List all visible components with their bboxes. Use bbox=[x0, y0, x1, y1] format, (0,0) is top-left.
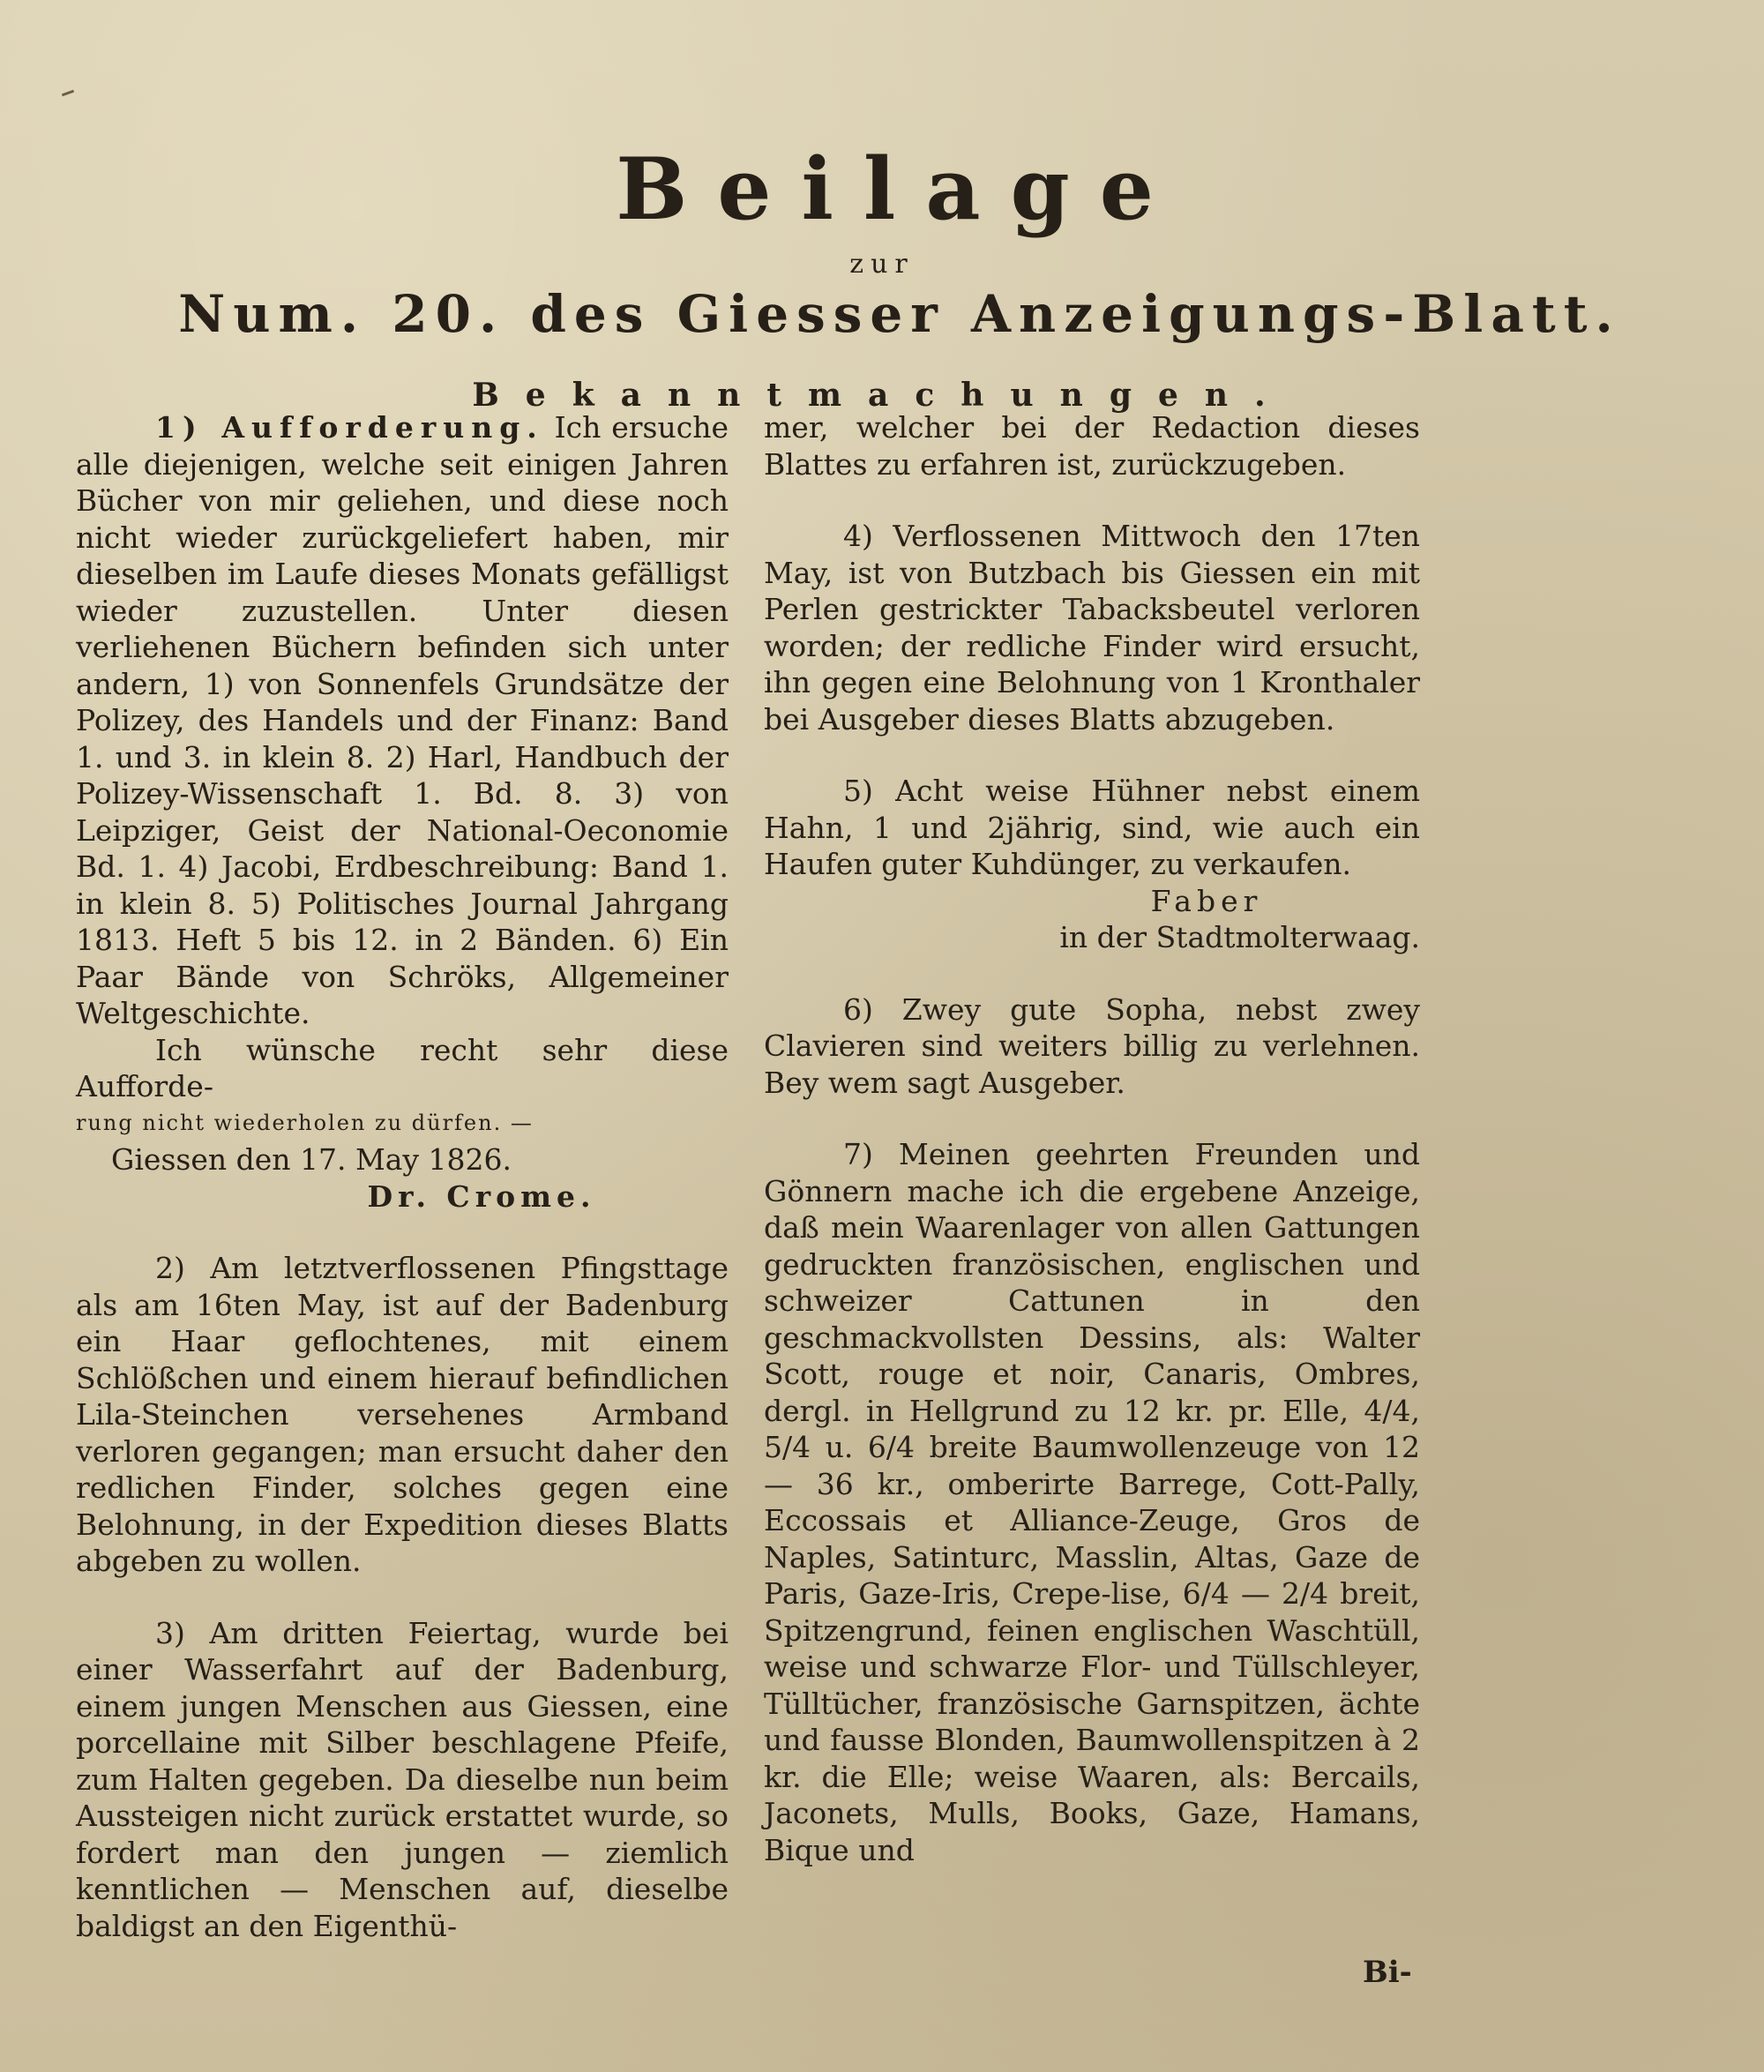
notice-5: 5) Acht weise Hühner nebst einem Hahn, 1 und 2jährig, sind, wie auch ein Haufen guter Kuhdünger, zu verkaufen. bbox=[764, 774, 1420, 881]
notice-1-lead: 1) Aufforderung. bbox=[155, 410, 544, 445]
ink-mark bbox=[62, 90, 74, 97]
notice-5-place: in der Stadtmolterwaag. bbox=[1059, 920, 1420, 954]
catchword: Bi- bbox=[1363, 1955, 1412, 1990]
right-column bbox=[764, 409, 1420, 1904]
notice-3: 3) Am dritten Feiertag, wurde bei einer Wasserfahrt auf der Badenburg, einem jungen Menschen aus Giessen, eine porcellaine mit Silber beschlagene Pfeife, zum Halten gegeben. Da dieselbe nun beim Aussteigen nicht zurück erstattet wurde, so fordert man den jungen — ziemlich kenntlichen — Menschen auf, dieselbe baldigst an den Eigenthü- bbox=[76, 1615, 729, 1943]
left-column bbox=[76, 409, 729, 1979]
subtitle-zur: zur bbox=[849, 249, 915, 280]
notice-7: 7) Meinen geehrten Freunden und Gönnern mache ich die ergebene Anzeige, daß mein Waarenlager von allen Gattungen gedruckten französischen, englischen und schweizer Cattunen in den geschmackvollsten Dessins, als: Walter Scott, rouge et noir, Canaris, Ombres, dergl. in Hellgrund zu 12 kr. pr. Elle, 4/4, 5/4 u. 6/4 breite Baumwollenzeuge von 12 — 36 kr., omberirte Barrege, Cott-Pally, Eccossais et Alliance-Zeuge, Gros de Naples, Satinturc, Masslin, Altas, Gaze de Paris, Gaze-Iris, Crepe-lise, 6/4 — 2/4 breit, Spitzengrund, feinen englischen Waschtüll, weise und schwarze Flor- und Tüllschleyer, Tülltücher, französische Garnspitzen, ächte und fausse Blonden, Baumwollenspitzen à 2 kr. die Elle; weise Waaren, als: Bercails, Jaconets, Mulls, Books, Gaze, Hamans, Bique und bbox=[764, 1137, 1420, 1867]
page-title: Beilage bbox=[616, 139, 1184, 239]
notice-1-date: Giessen den 17. May 1826. bbox=[111, 1142, 512, 1177]
notice-1-closing: Ich wünsche recht sehr diese Aufforde- bbox=[76, 1032, 729, 1103]
notice-1 bbox=[76, 409, 729, 1032]
notice-5-name: Faber bbox=[1150, 883, 1263, 918]
section-heading: Bekanntmachungen. bbox=[472, 377, 1292, 414]
notice-6: 6) Zwey gute Sopha, nebst zwey Clavieren sind weiters billig zu verlehnen. Bey wem sagt Ausgeber. bbox=[764, 991, 1420, 1100]
notice-1-closing-small: rung nicht wiederholen zu dürfen. — bbox=[76, 1110, 534, 1135]
page-header bbox=[0, 132, 1764, 346]
notice-3-continued: mer, welcher bei der Redaction dieses Blattes zu erfahren ist, zurückzugeben. bbox=[764, 410, 1420, 482]
notice-4: 4) Verflossenen Mittwoch den 17ten May, ist von Butzbach bis Giessen ein mit Perlen gestrickter Tabacksbeutel verloren worden; der redliche Finder wird ersucht, ihn gegen eine Belohnung von 1 Kronthaler bei Ausgeber dieses Blatts abzugeben. bbox=[764, 519, 1420, 737]
notice-1-text: Ich ersuche alle diejenigen, welche seit einigen Jahren Bücher von mir geliehen, und diese noch nicht wieder zurückgeliefert haben, mir dieselben im Laufe dieses Monats gefälligst wieder zuzustellen. Unter diesen verliehenen Büchern befinden sich unter andern, 1) von Sonnenfels Grundsätze der Polizey, des Handels und der Finanz: Band 1. und 3. in klein 8. 2) Harl, Handbuch der Polizey-Wissenschaft 1. Bd. 8. 3) von Leipziger, Geist der National-Oeconomie Bd. 1. 4) Jacobi, Erdbeschreibung: Band 1. in klein 8. 5) Politisches Journal Jahrgang 1813. Heft 5 bis 12. in 2 Bänden. 6) Ein Paar Bände von Schröks, Allgemeiner Weltgeschichte. bbox=[76, 410, 729, 1030]
notice-2: 2) Am letztverflossenen Pfingsttage als am 16ten May, ist auf der Badenburg ein Haar geflochtenes, mit einem Schlößchen und einem hierauf befindlichen Lila-Steinchen versehenes Armband verloren gegangen; man ersucht daher den redlichen Finder, solches gegen eine Belohnung, in der Expedition dieses Blatts abgeben zu wollen. bbox=[76, 1251, 729, 1578]
issue-number-line: Num. 20. des Giesser Anzeigungs-Blatt. bbox=[178, 284, 1621, 344]
notice-1-signature: Dr. Crome. bbox=[367, 1178, 596, 1214]
